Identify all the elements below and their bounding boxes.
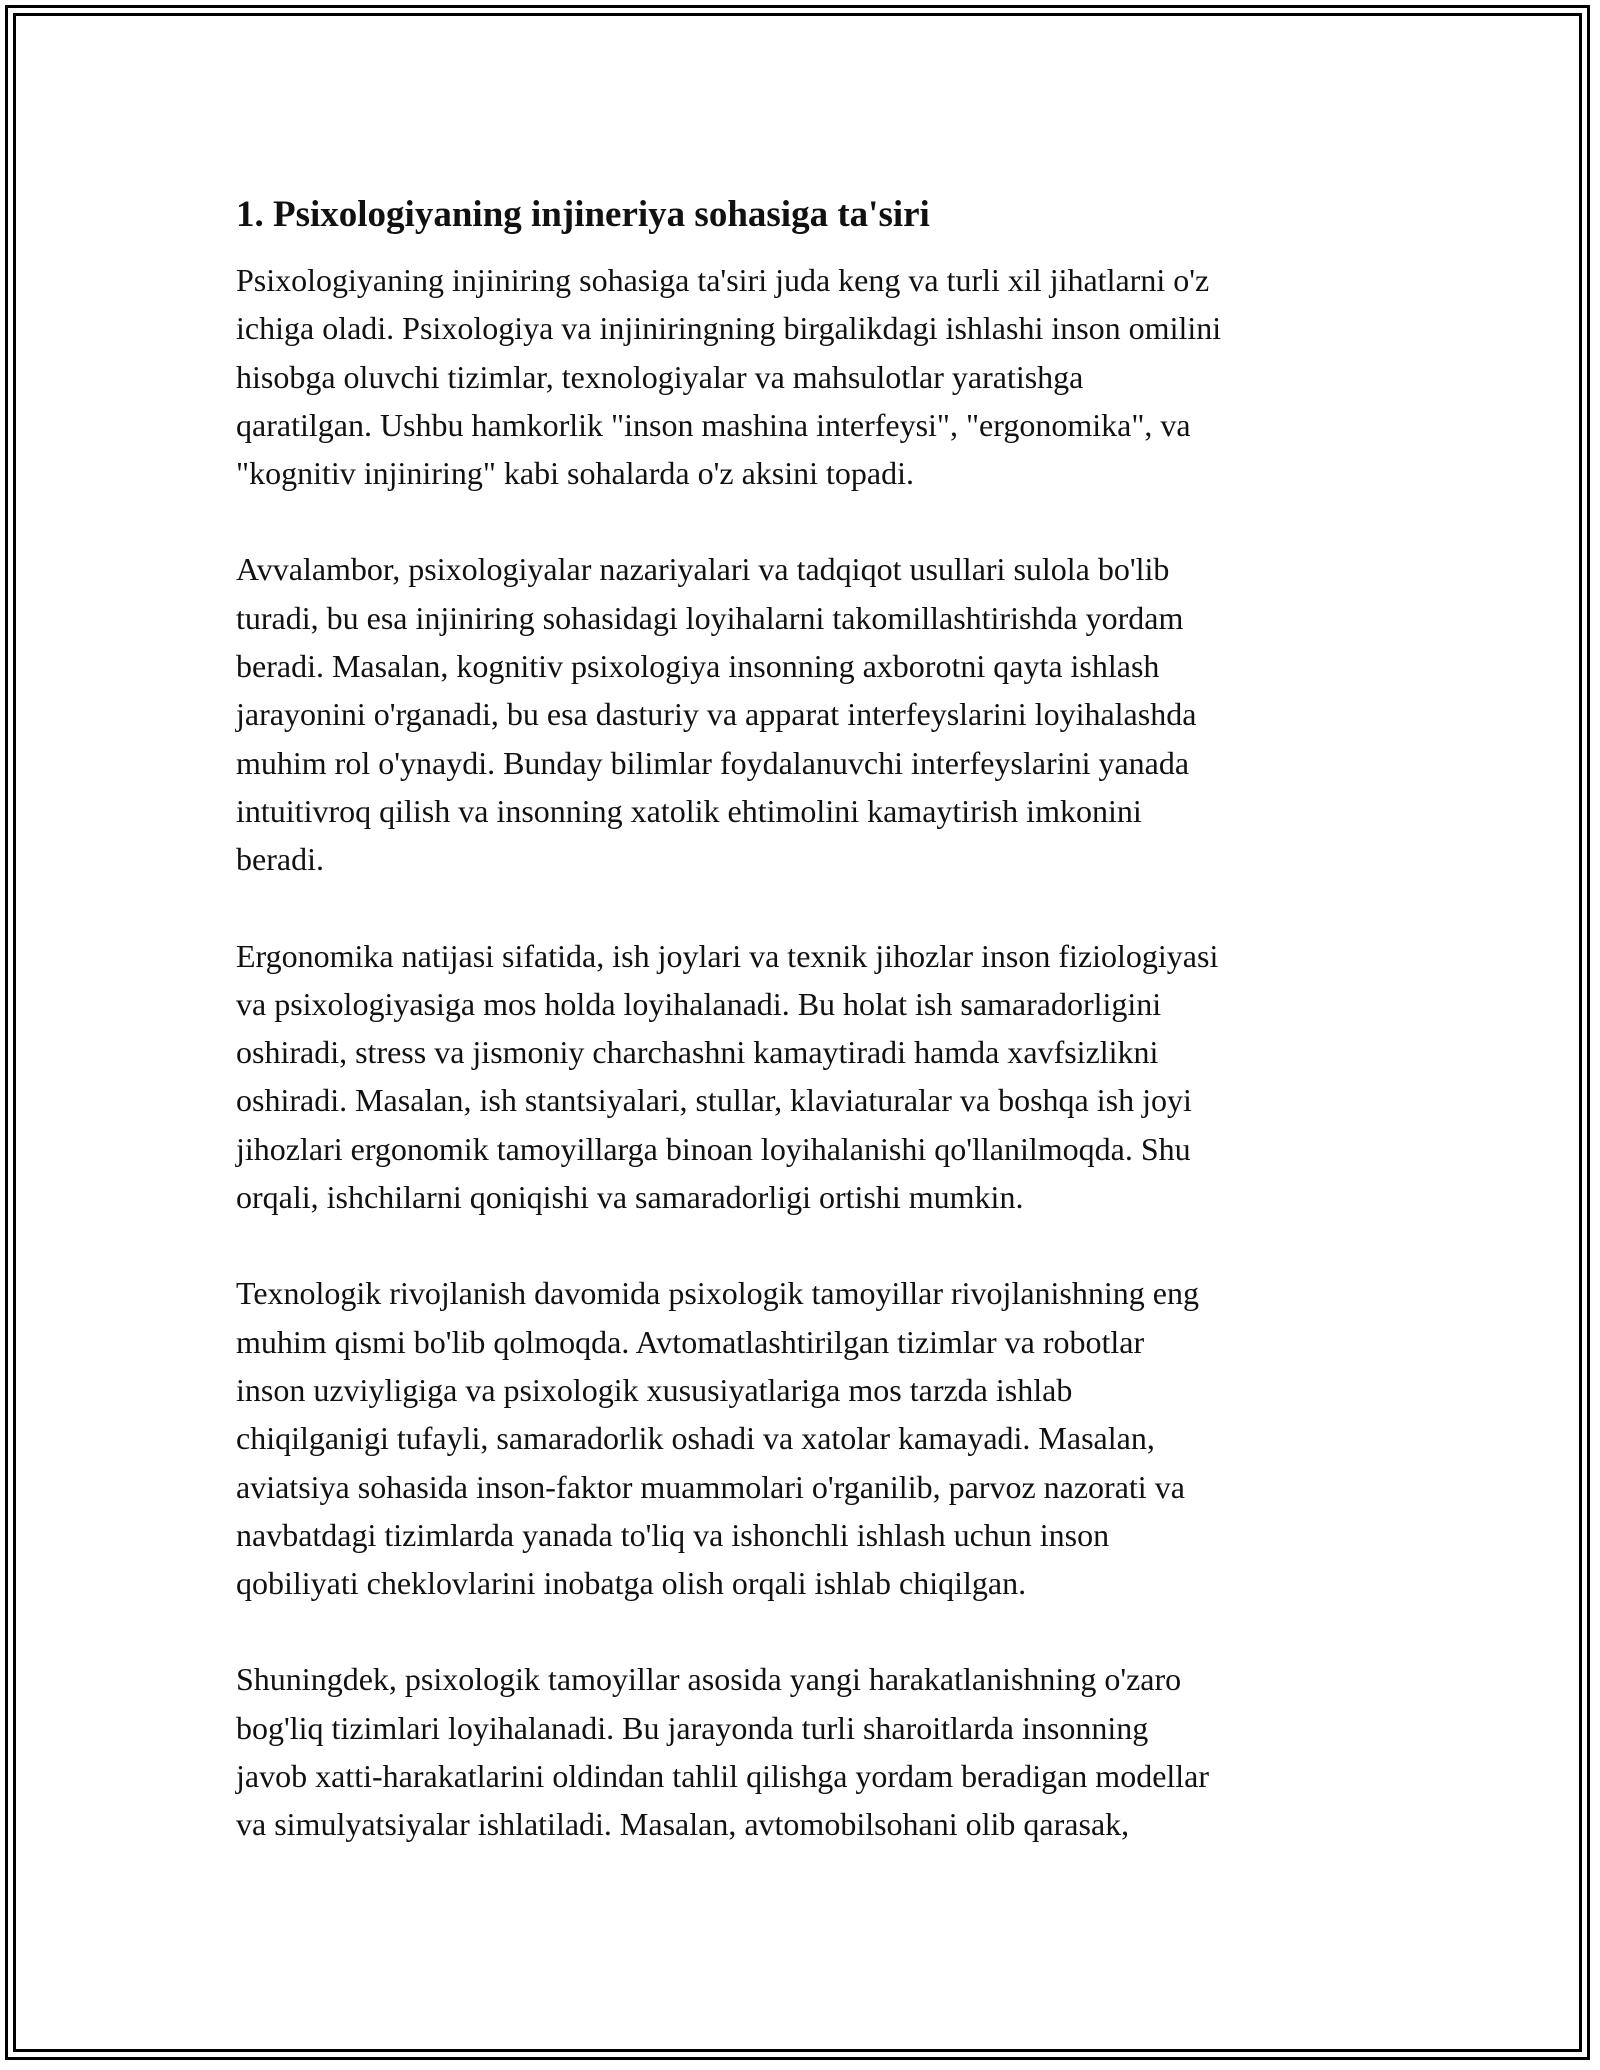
paragraph-line: va psixologiyasiga mos holda loyihalanadi. Bu holat ish samaradorligini: [236, 985, 1162, 1022]
paragraph-line: va simulyatsiyalar ishlatiladi. Masalan, avtomobilsohani olib qarasak,: [236, 1806, 1130, 1843]
paragraph-line: oshiradi. Masalan, ish stantsiyalari, stullar, klaviaturalar va boshqa ish joyi: [236, 1082, 1192, 1119]
paragraph-line: qaratilgan. Ushbu hamkorlik "inson mashina interfeysi", "ergonomika", va: [236, 406, 1191, 443]
paragraph-line: Texnologik rivojlanish davomida psixologik tamoyillar rivojlanishning eng: [236, 1275, 1199, 1312]
paragraph-line: oshiradi, stress va jismoniy charchashni kamaytiradi hamda xavfsizlikni: [236, 1034, 1159, 1071]
paragraph-1: [236, 256, 1386, 497]
section-heading: 1. Psixologiyaning injineriya sohasiga ta'siri: [236, 194, 930, 235]
paragraph-line: ichiga oladi. Psixologiya va injiniringning birgalikdagi ishlashi inson omilini: [236, 310, 1222, 347]
paragraph-line: intuitivroq qilish va insonning xatolik ehtimolini kamaytirish imkonini: [236, 792, 1142, 829]
paragraph-line: jarayonini o'rganadi, bu esa dasturiy va apparat interfeyslarini loyihalashda: [236, 696, 1197, 733]
paragraph-line: beradi. Masalan, kognitiv psixologiya insonning axborotni qayta ishlash: [236, 648, 1160, 685]
paragraph-line: bog'liq tizimlari loyihalanadi. Bu jarayonda turli sharoitlarda insonning: [236, 1709, 1149, 1746]
paragraph-2: [236, 545, 1386, 883]
paragraph-line: navbatdagi tizimlarda yanada to'liq va ishonchli ishlash uchun inson: [236, 1516, 1110, 1553]
paragraph-line: hisobga oluvchi tizimlar, texnologiyalar va mahsulotlar yaratishga: [236, 358, 1084, 395]
paragraph-line: inson uzviyligiga va psixologik xususiyatlariga mos tarzda ishlab: [236, 1371, 1073, 1408]
paragraph-line: javob xatti-harakatlarini oldindan tahlil qilishga yordam beradigan modellar: [236, 1758, 1210, 1795]
paragraph-line: muhim qismi bo'lib qolmoqda. Avtomatlashtirilgan tizimlar va robotlar: [236, 1323, 1145, 1360]
document-body: [236, 188, 1386, 1897]
paragraph-line: chiqilganigi tufayli, samaradorlik oshadi va xatolar kamayadi. Masalan,: [236, 1420, 1155, 1457]
paragraph-line: Ergonomika natijasi sifatida, ish joylari va texnik jihozlar inson fiziologiyasi: [236, 937, 1219, 974]
paragraph-line: "kognitiv injiniring" kabi sohalarda o'z aksini topadi.: [236, 455, 914, 492]
paragraph-line: muhim rol o'ynaydi. Bunday bilimlar foydalanuvchi interfeyslarini yanada: [236, 744, 1190, 781]
paragraph-4: [236, 1269, 1386, 1607]
paragraph-3: [236, 932, 1386, 1222]
paragraph-line: orqali, ishchilarni qoniqishi va samaradorligi ortishi mumkin.: [236, 1179, 1024, 1216]
paragraph-5: [236, 1655, 1386, 1848]
paragraph-line: turadi, bu esa injiniring sohasidagi loyihalarni takomillashtirishda yordam: [236, 599, 1184, 636]
paragraph-line: Shuningdek, psixologik tamoyillar asosida yangi harakatlanishning o'zaro: [236, 1661, 1182, 1698]
paragraph-line: qobiliyati cheklovlarini inobatga olish orqali ishlab chiqilgan.: [236, 1565, 1027, 1602]
paragraph-line: Avvalambor, psixologiyalar nazariyalari va tadqiqot usullari sulola bo'lib: [236, 551, 1170, 588]
paragraph-line: jihozlari ergonomik tamoyillarga binoan loyihalanishi qo'llanilmoqda. Shu: [236, 1130, 1191, 1167]
paragraph-line: Psixologiyaning injiniring sohasiga ta'siri juda keng va turli xil jihatlarni o'z: [236, 262, 1210, 298]
paragraph-line: aviatsiya sohasida inson-faktor muammolari o'rganilib, parvoz nazorati va: [236, 1468, 1185, 1505]
paragraph-line: beradi.: [236, 841, 324, 878]
